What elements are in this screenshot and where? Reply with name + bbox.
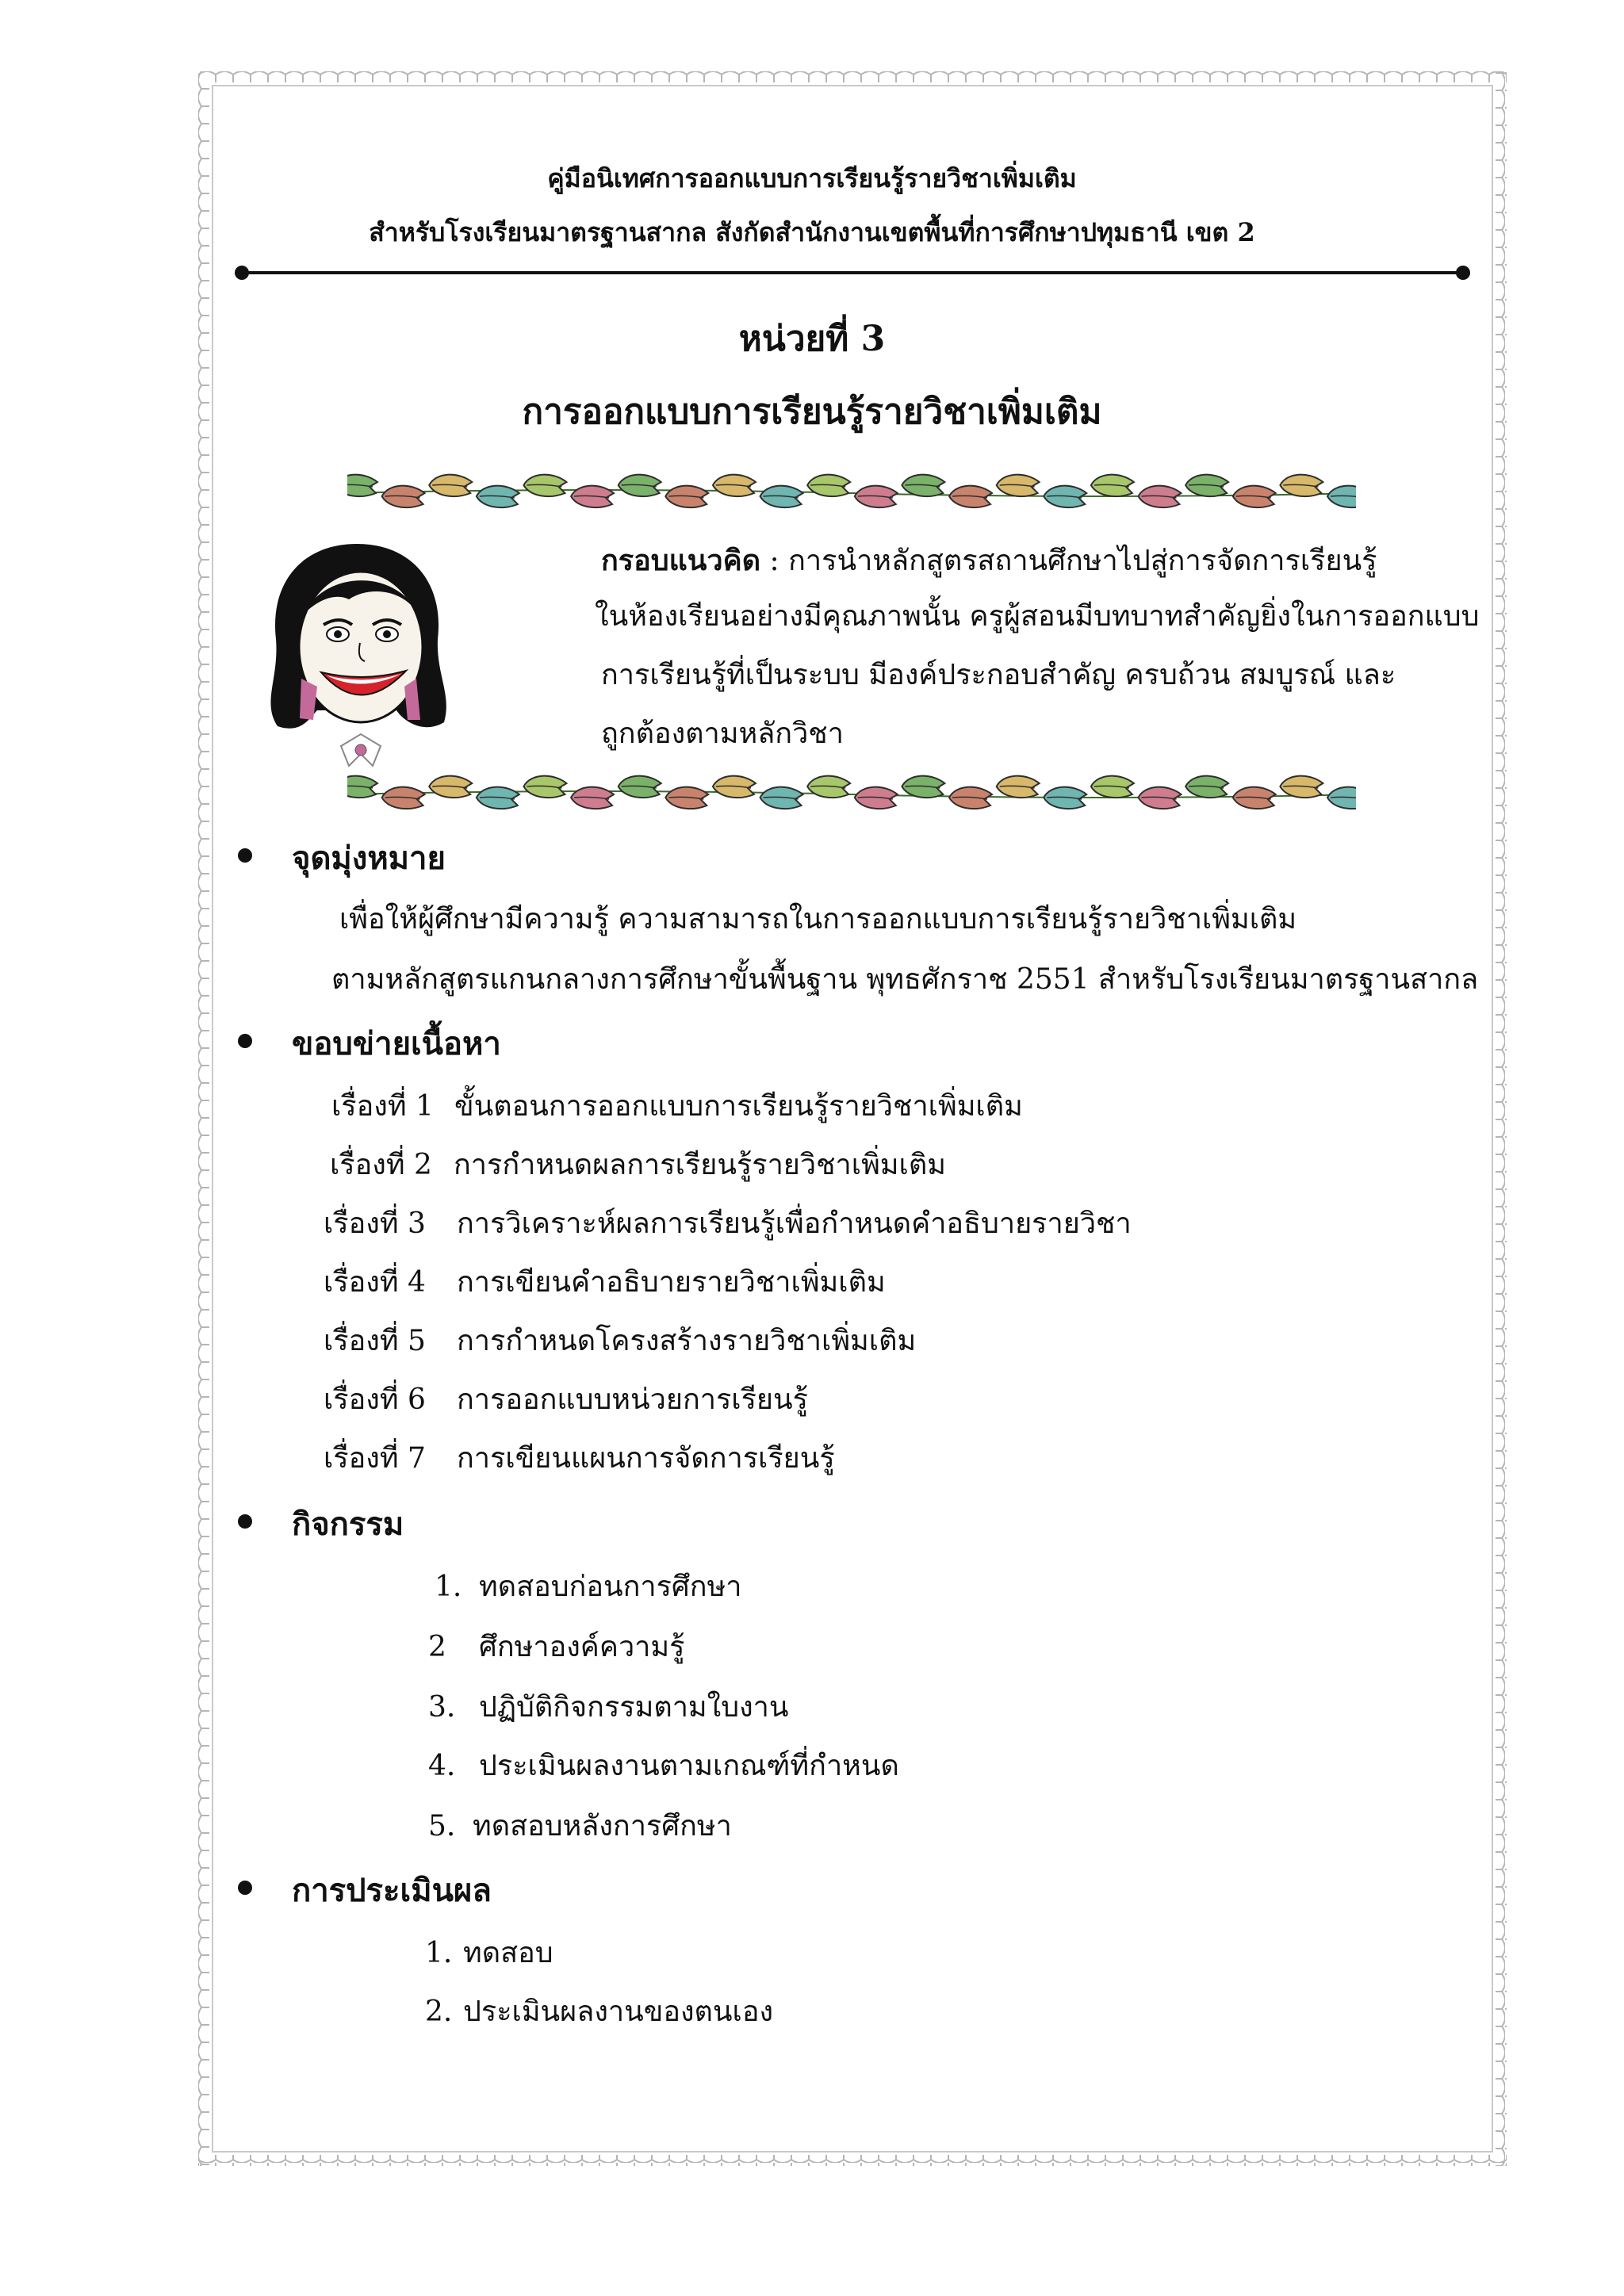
content-item-number: เรื่องที่ 5 — [324, 1325, 426, 1357]
content-item-text: การกำหนดผลการเรียนรู้รายวิชาเพิ่มเติม — [454, 1149, 946, 1181]
objectives-heading: จุดมุ่งหมาย — [292, 840, 446, 877]
evaluation-item-number: 1. — [425, 1937, 453, 1969]
content-item — [324, 1318, 916, 1363]
activity-item — [428, 1803, 732, 1848]
activity-item-number: 2 — [428, 1631, 446, 1663]
activity-item — [428, 1684, 789, 1729]
evaluation-item — [425, 1988, 773, 2034]
concept-line-4: ถูกต้องตามหลักวิชา — [601, 718, 844, 750]
objectives-line: เพื่อให้ผู้ศึกษามีความรู้ ความสามารถในการออกแบบการเรียนรู้รายวิชาเพิ่มเติม — [339, 903, 1297, 936]
smiling-woman-cartoon-icon — [254, 536, 460, 774]
activity-item — [435, 1563, 742, 1609]
content-item-number: เรื่องที่ 3 — [324, 1207, 426, 1240]
activity-item-number: 4. — [428, 1750, 456, 1782]
bullet — [238, 848, 252, 863]
bullet — [238, 1514, 252, 1529]
header-manual-title: คู่มือนิเทศการออกแบบการเรียนรู้รายวิชาเพิ่มเติม — [547, 163, 1077, 193]
content-item — [324, 1435, 835, 1480]
activity-item-number: 5. — [428, 1810, 456, 1843]
content-item-text: การเขียนคำอธิบายรายวิชาเพิ่มเติม — [457, 1266, 886, 1299]
evaluation-item-text: ประเมินผลงานของตนเอง — [463, 1996, 774, 2028]
content-item-text: การออกแบบหน่วยการเรียนรู้ — [457, 1383, 808, 1416]
evaluation-heading: การประเมินผล — [292, 1872, 492, 1909]
concept-line-2: ในห้องเรียนอย่างมีคุณภาพนั้น ครูผู้สอนมีบทบาทสำคัญยิ่งในการออกแบบ — [595, 600, 1480, 633]
unit-title: การออกแบบการเรียนรู้รายวิชาเพิ่มเติม — [522, 392, 1102, 432]
content-item-text: การกำหนดโครงสร้างรายวิชาเพิ่มเติม — [457, 1325, 917, 1357]
content-item — [331, 1083, 1023, 1128]
content-item — [324, 1259, 886, 1304]
bullet — [238, 1034, 252, 1048]
activity-item-number: 3. — [428, 1691, 456, 1724]
header-rule — [239, 271, 1462, 274]
content-item-text: การเขียนแผนการจัดการเรียนรู้ — [457, 1442, 835, 1475]
content-item-number: เรื่องที่ 7 — [324, 1442, 426, 1475]
header-rule-dot-right — [1456, 266, 1470, 280]
content-heading: ขอบข่ายเนื้อหา — [292, 1025, 501, 1062]
activity-item-text: ทดสอบก่อนการศึกษา — [479, 1571, 742, 1603]
activity-item-number: 1. — [435, 1571, 462, 1603]
header-school-affiliation: สำหรับโรงเรียนมาตรฐานสากล สังกัดสำนักงานเขตพื้นที่การศึกษาปทุมธานี เขต 2 — [369, 217, 1255, 247]
content-item-number: เรื่องที่ 1 — [331, 1090, 434, 1123]
content-item-number: เรื่องที่ 6 — [324, 1383, 426, 1416]
evaluation-item — [425, 1930, 553, 1975]
activity-item — [428, 1624, 684, 1669]
bullet — [238, 1881, 252, 1895]
activity-item-text: ปฏิบัติกิจกรรมตามใบงาน — [479, 1691, 789, 1724]
evaluation-item-number: 2. — [425, 1996, 453, 2028]
content-item — [330, 1142, 946, 1187]
content-item — [324, 1376, 808, 1422]
leaf-vine-divider-bottom — [347, 774, 1356, 810]
activity-item — [428, 1743, 899, 1788]
content-item-number: เรื่องที่ 4 — [324, 1266, 426, 1299]
content-item-text: ขั้นตอนการออกแบบการเรียนรู้รายวิชาเพิ่มเติม — [454, 1090, 1023, 1123]
activity-item-text: ประเมินผลงานตามเกณฑ์ที่กำหนด — [479, 1750, 899, 1782]
content-item-text: การวิเคราะห์ผลการเรียนรู้เพื่อกำหนดคำอธิบายรายวิชา — [457, 1207, 1132, 1240]
objectives-line: ตามหลักสูตรแกนกลางการศึกษาขั้นพื้นฐาน พุทธศักราช 2551 สำหรับโรงเรียนมาตรฐานสากล — [331, 963, 1479, 996]
content-item — [324, 1200, 1132, 1246]
activity-item-text: ศึกษาองค์ความรู้ — [479, 1631, 685, 1663]
concept-line-1 — [601, 538, 1377, 583]
activity-item-text: ทดสอบหลังการศึกษา — [473, 1810, 732, 1843]
concept-text: : การนำหลักสูตรสถานศึกษาไปสู่การจัดการเรียนรู้ — [760, 545, 1377, 577]
content-item-number: เรื่องที่ 2 — [330, 1149, 432, 1181]
concept-line-3: การเรียนรู้ที่เป็นระบบ มีองค์ประกอบสำคัญ ครบถ้วน สมบูรณ์ และ — [601, 659, 1396, 691]
activities-heading: กิจกรรม — [292, 1506, 404, 1543]
concept-label: กรอบแนวคิด — [601, 544, 761, 577]
evaluation-item-text: ทดสอบ — [463, 1937, 553, 1969]
unit-number: หน่วยที่ 3 — [738, 319, 886, 359]
leaf-vine-divider-top — [347, 473, 1356, 509]
